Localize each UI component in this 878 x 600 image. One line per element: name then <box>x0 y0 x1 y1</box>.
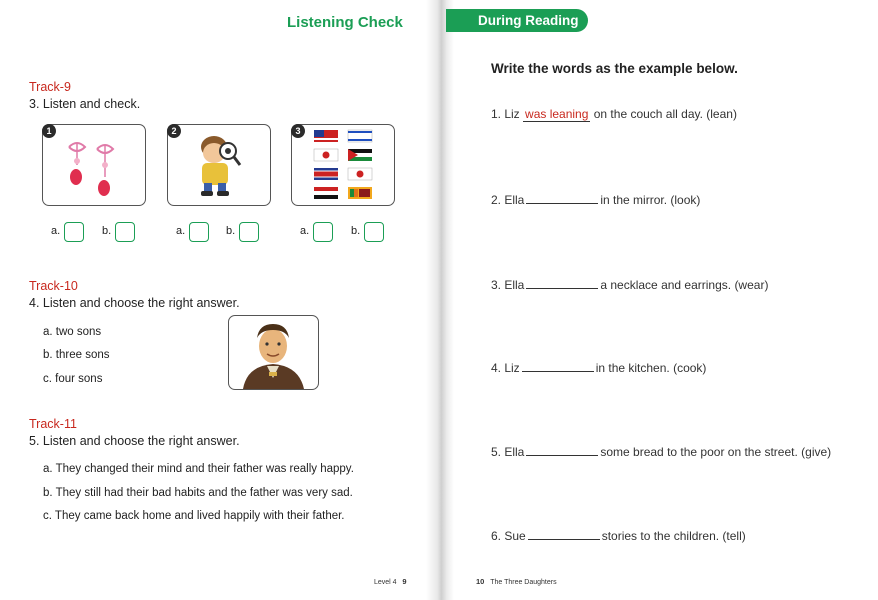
footer-book-title: The Three Daughters <box>490 579 557 586</box>
question-5: 5. Listen and choose the right answer. <box>29 434 240 448</box>
boy-with-magnifier-icon <box>168 125 270 205</box>
book-gutter <box>426 0 454 600</box>
choice-b-label: b. <box>102 225 112 237</box>
exercise-item-4 <box>491 359 706 375</box>
picture-number-2: 2 <box>167 124 181 138</box>
choice-a-label: a. <box>300 225 310 237</box>
item-4-rest: in the kitchen. (cook) <box>595 361 707 375</box>
checkbox-3a[interactable] <box>313 222 333 242</box>
question-3: 3. Listen and check. <box>29 97 141 111</box>
item-5-rest: some bread to the poor on the street. (give) <box>600 445 832 459</box>
footer-page-number: 9 <box>402 577 407 586</box>
option-5b[interactable]: b. They still had their bad habits and the father was very sad. <box>43 487 353 499</box>
father-picture <box>228 315 319 390</box>
question-4: 4. Listen and choose the right answer. <box>29 296 240 310</box>
checkbox-1b[interactable] <box>115 222 135 242</box>
answer-blank-3[interactable] <box>526 276 598 289</box>
item-1-rest: on the couch all day. (lean) <box>593 107 737 121</box>
item-3-rest: a necklace and earrings. (wear) <box>600 278 769 292</box>
item-2-subject: 2. Ella <box>491 193 525 207</box>
track-9-label: Track-9 <box>29 80 71 94</box>
example-answer: was leaning <box>525 107 589 121</box>
left-footer <box>374 577 407 586</box>
exercise-item-6 <box>491 527 746 543</box>
option-4b[interactable]: b. three sons <box>43 349 110 361</box>
item-4-subject: 4. Liz <box>491 361 520 375</box>
item-6-rest: stories to the children. (tell) <box>601 529 746 543</box>
picture-number-1: 1 <box>42 124 56 138</box>
option-5c[interactable]: c. They came back home and lived happily with their father. <box>43 510 345 522</box>
picture-2 <box>167 124 271 206</box>
footer-page-number: 10 <box>476 577 485 586</box>
exercise-item-2 <box>491 191 700 207</box>
picture-number-3: 3 <box>291 124 305 138</box>
choice-a-label: a. <box>176 225 186 237</box>
item-5-subject: 5. Ella <box>491 445 525 459</box>
checkbox-2b[interactable] <box>239 222 259 242</box>
choice-b-label: b. <box>351 225 361 237</box>
checkbox-2a[interactable] <box>189 222 209 242</box>
answer-blank-2[interactable] <box>526 191 598 204</box>
option-4c[interactable]: c. four sons <box>43 373 103 385</box>
earrings-icon <box>43 125 145 205</box>
left-page <box>0 0 438 600</box>
item-1-subject: 1. Liz <box>491 107 520 121</box>
father-portrait-icon <box>229 316 318 389</box>
checkbox-3b[interactable] <box>364 222 384 242</box>
picture-3 <box>291 124 395 206</box>
option-4a[interactable]: a. two sons <box>43 326 102 338</box>
choice-b-label: b. <box>226 225 236 237</box>
item-3-subject: 3. Ella <box>491 278 525 292</box>
footer-level: Level 4 <box>374 579 397 586</box>
instruction: Write the words as the example below. <box>491 61 738 76</box>
checkbox-1a[interactable] <box>64 222 84 242</box>
exercise-item-5 <box>491 443 831 459</box>
right-footer <box>476 577 557 586</box>
exercise-item-1 <box>491 107 737 121</box>
answer-blank-6[interactable] <box>528 527 600 540</box>
item-2-rest: in the mirror. (look) <box>600 193 701 207</box>
track-10-label: Track-10 <box>29 279 78 293</box>
track-11-label: Track-11 <box>29 417 77 431</box>
option-5a[interactable]: a. They changed their mind and their father was really happy. <box>43 463 354 475</box>
choice-a-label: a. <box>51 225 61 237</box>
flags-icon <box>292 125 394 205</box>
answer-blank-4[interactable] <box>522 359 594 372</box>
section-title: Listening Check <box>287 14 403 31</box>
exercise-item-3 <box>491 276 768 292</box>
picture-1 <box>42 124 146 206</box>
during-reading-tab: During Reading <box>446 9 588 32</box>
item-6-subject: 6. Sue <box>491 529 526 543</box>
answer-blank-5[interactable] <box>526 443 598 456</box>
